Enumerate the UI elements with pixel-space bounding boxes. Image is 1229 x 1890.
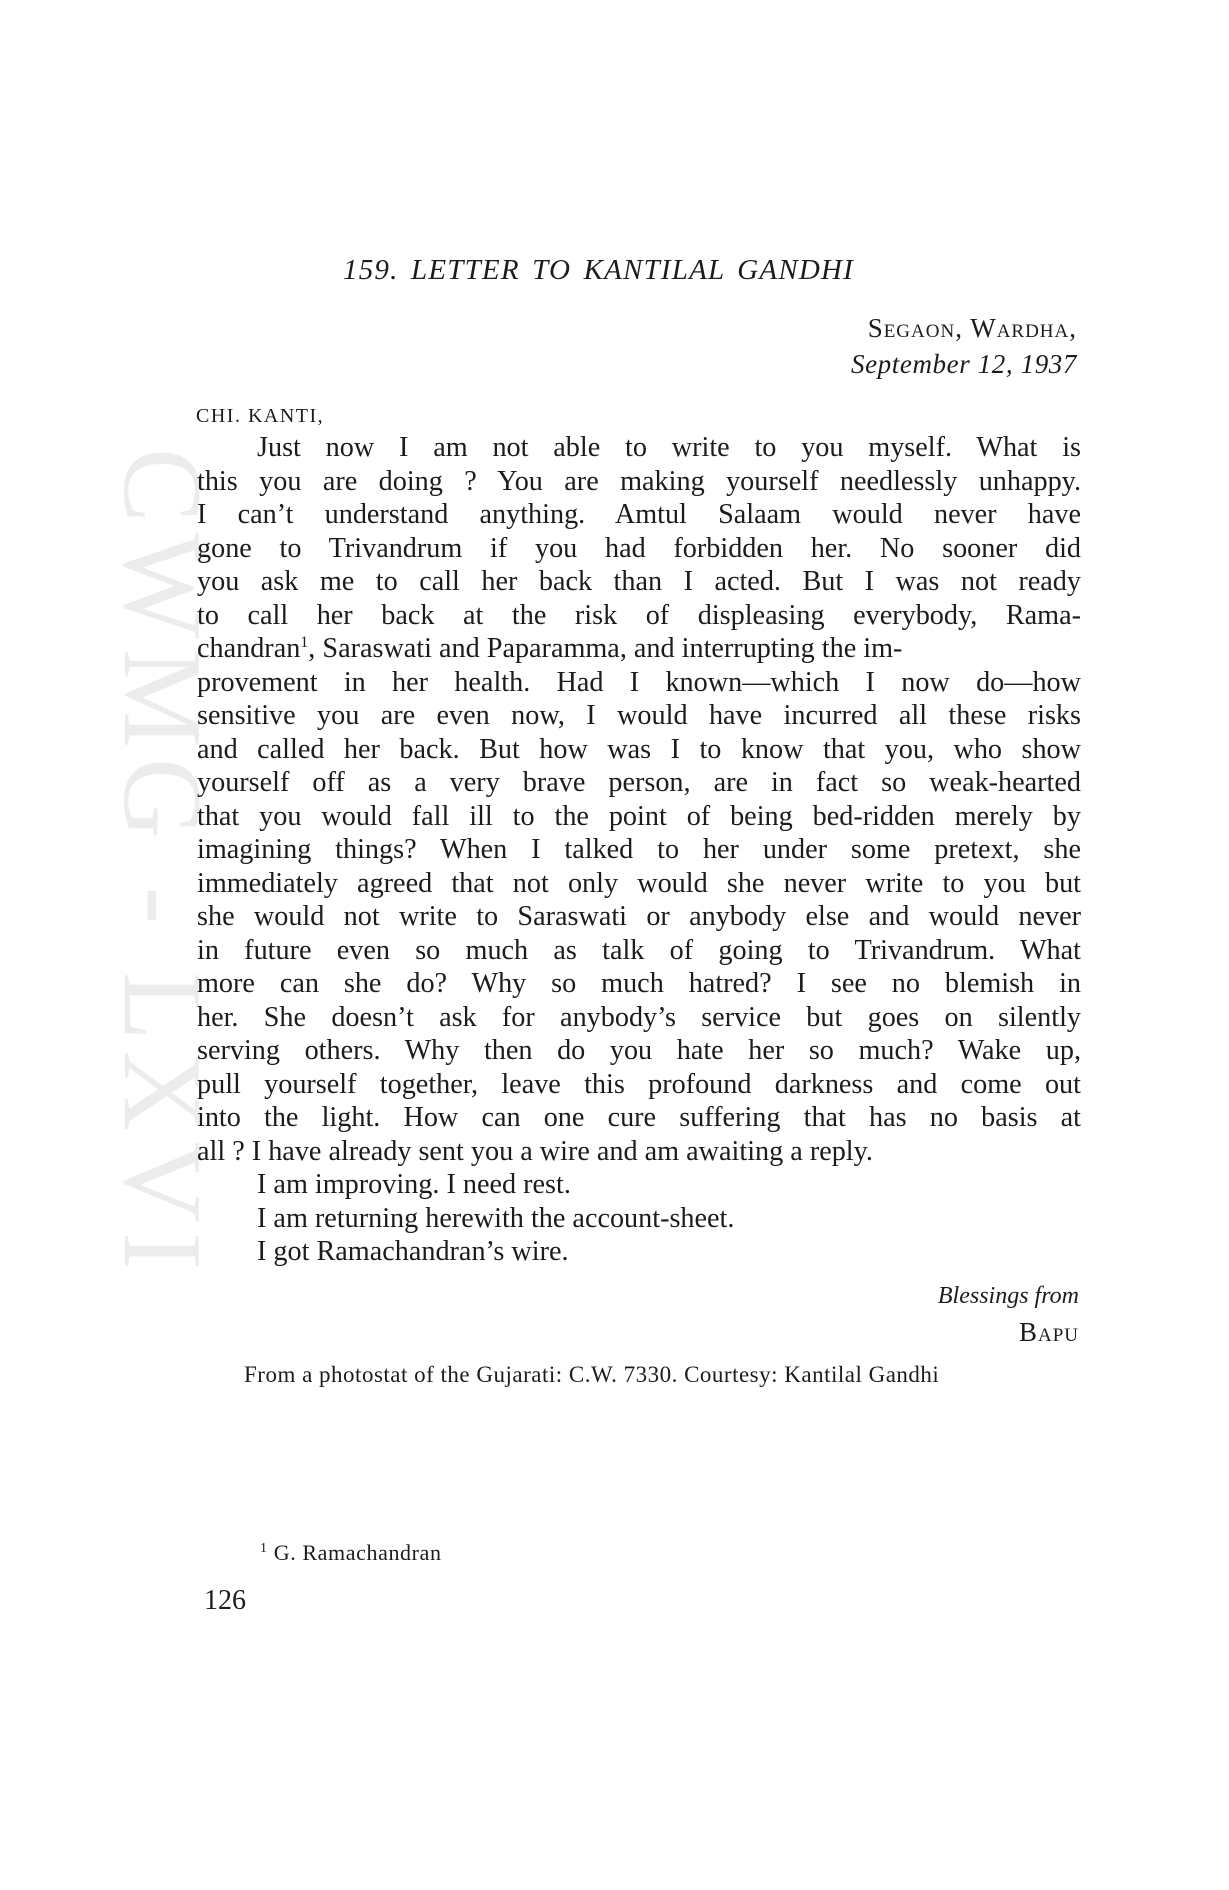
source-note: From a photostat of the Gujarati: C.W. 7330. Courtesy: Kantilal Gandhi: [244, 1362, 940, 1387]
body-line: in future even so much as talk of going to Trivandrum. What: [197, 934, 1081, 966]
body-line: that you would fall ill to the point of being bed-ridden merely by: [197, 800, 1081, 832]
body-line: Just now I am not able to write to you myself. What is: [257, 432, 1081, 463]
body-line: serving others. Why then do you hate her so much? Wake up,: [197, 1035, 1081, 1066]
body-line: provement in her health. Had I known—which I now do—how: [197, 666, 1081, 698]
body-line-part: chandran: [197, 633, 301, 664]
body-line: immediately agreed that not only would she never write to you but: [197, 867, 1081, 899]
body-line: sensitive you are even now, I would have incurred all these risks: [197, 700, 1081, 731]
body-line: her. She doesn’t ask for anybody’s service but goes on silently: [197, 1001, 1081, 1033]
signature: Bapu: [1018, 1317, 1079, 1347]
letter-date: September 12, 1937: [850, 349, 1077, 379]
body-line: pull yourself together, leave this profound darkness and come out: [197, 1068, 1081, 1100]
body-line: yourself off as a very brave person, are in fact so weak-hearted: [197, 767, 1081, 798]
watermark-text: CWMG - LXVI: [100, 448, 224, 1280]
body-line: and called her back. But how was I to know that you, who show: [197, 733, 1081, 765]
body-line: [197, 632, 1081, 666]
body-line: this you are doing ? You are making yourself needlessly unhappy.: [197, 465, 1081, 497]
postscript-line: I am improving. I need rest.: [257, 1169, 571, 1200]
body-line: into the light. How can one cure suffering that has no basis at: [197, 1102, 1081, 1133]
letter-title: 159. LETTER TO KANTILAL GANDHI: [343, 254, 855, 286]
body-line: imagining things? When I talked to her under some pretext, she: [197, 834, 1081, 865]
body-line: more can she do? Why so much hatred? I see no blemish in: [197, 968, 1081, 999]
body-line: to call her back at the risk of displeasing everybody, Rama-: [197, 599, 1081, 631]
page-number: 126: [204, 1585, 246, 1616]
letter-place: Segaon, Wardha,: [867, 313, 1077, 343]
body-line: all ? I have already sent you a wire and am awaiting a reply.: [197, 1135, 873, 1167]
footnote: [260, 1540, 442, 1566]
body-line: I can’t understand anything. Amtul Salaam would never have: [197, 499, 1081, 530]
postscript-line: I got Ramachandran’s wire.: [257, 1236, 569, 1267]
closing: Blessings from: [937, 1283, 1079, 1309]
body-line: you ask me to call her back than I acted. But I was not ready: [197, 566, 1081, 597]
body-line: she would not write to Saraswati or anybody else and would never: [197, 901, 1081, 932]
letter-body: [197, 431, 1081, 1269]
body-line: gone to Trivandrum if you had forbidden her. No sooner did: [197, 532, 1081, 564]
footnote-reference: 1: [300, 634, 309, 651]
postscript-line: I am returning herewith the account-sheet.: [257, 1202, 735, 1234]
footnote-text: G. Ramachandran: [273, 1540, 442, 1565]
salutation: CHI. KANTI,: [196, 405, 325, 427]
body-line-part: , Saraswati and Paparamma, and interrupting the im-: [308, 633, 903, 664]
footnote-marker: 1: [260, 1541, 268, 1556]
